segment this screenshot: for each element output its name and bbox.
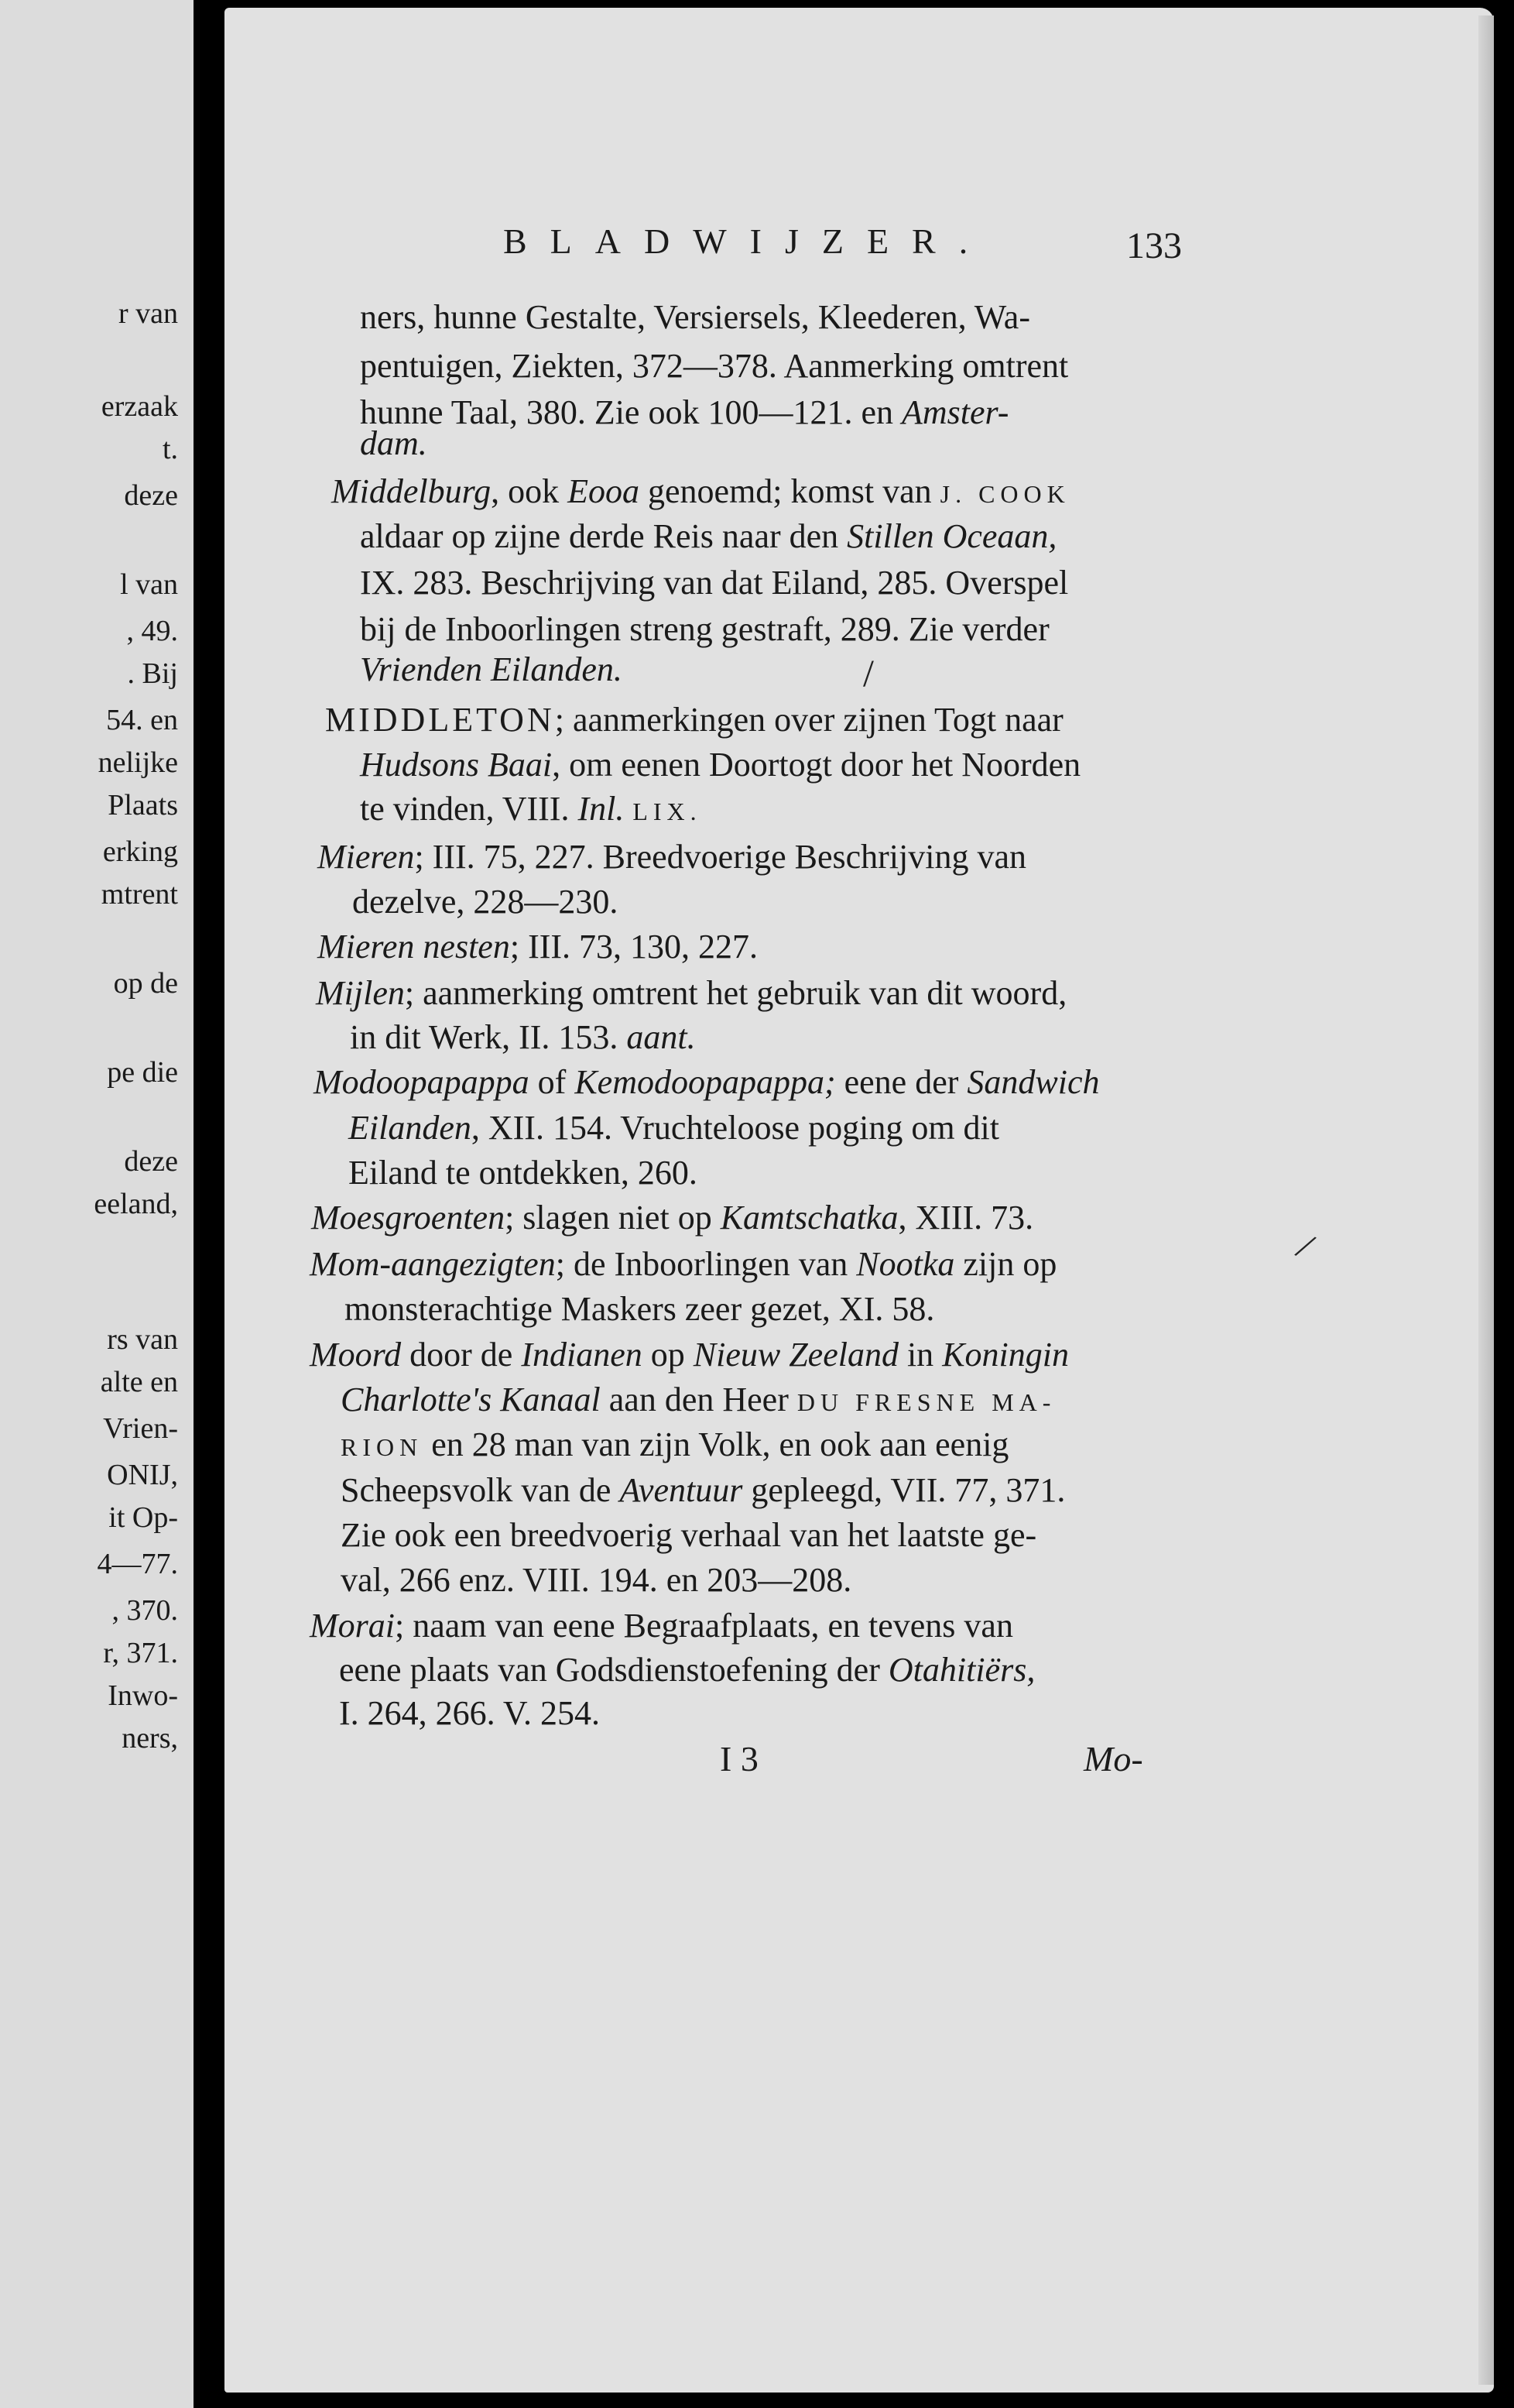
pencil-mark: / [863,651,874,695]
left-page-fragment: mtrent [101,878,178,911]
left-page-fragment: eeland, [94,1188,178,1220]
text-line: eene plaats van Godsdienstoefening der Otahitiërs, [339,1651,1036,1689]
left-page-fragment: 4—77. [97,1548,178,1580]
text-line: RION en 28 man van zijn Volk, en ook aan eenig [341,1425,1009,1463]
left-page-fragment: pe die [107,1056,178,1089]
text-line: monsterachtige Maskers zeer gezet, XI. 58. [344,1290,935,1328]
index-entry-morai: Morai; naam van eene Begraafplaats, en tevens van [310,1607,1013,1645]
text-line: in dit Werk, II. 153. aant. [350,1018,696,1056]
index-entry-moord: Moord door de Indianen op Nieuw Zeeland in Koningin [310,1336,1069,1374]
left-page-fragment: erking [102,835,178,868]
left-page-fragment: r van [118,297,178,330]
text-line: Scheepsvolk van de Aventuur gepleegd, VII. 77, 371. [341,1471,1066,1509]
left-page-fragment: it Op- [108,1501,178,1534]
text-line: ners, hunne Gestalte, Versiersels, Kleederen, Wa- [360,298,1030,336]
left-page-fragment: , 49. [126,615,178,647]
index-entry-mieren-nesten: Mieren nesten; III. 73, 130, 227. [317,928,759,966]
left-page-fragment: , 370. [111,1594,178,1627]
left-page-fragment: l van [120,568,178,601]
text-line: dam. [360,424,427,462]
text-line: hunne Taal, 380. Zie ook 100—121. en Amster- [360,393,1009,431]
left-page [0,0,194,2408]
left-page-fragment: Vrien- [103,1412,178,1445]
left-page-fragment: ners, [122,1722,178,1755]
text-line: IX. 283. Beschrijving van dat Eiland, 285. Overspel [360,564,1069,602]
signature-mark: I 3 [720,1739,759,1779]
text-line: pentuigen, Ziekten, 372—378. Aanmerking omtrent [360,347,1069,385]
text-line: Zie ook een breedvoerig verhaal van het laatste ge- [341,1516,1037,1554]
left-page-fragment: r, 371. [103,1637,178,1669]
left-page-fragment: op de [113,967,178,1000]
text-line: bij de Inboorlingen streng gestraft, 289. Zie verder [360,610,1050,648]
catchword: Mo- [1084,1739,1143,1779]
left-page-fragment: . Bij [127,657,178,690]
left-page-fragment: Inwo- [108,1679,178,1712]
book-gutter [194,0,224,2408]
left-page-fragment: Plaats [108,789,178,822]
text-line: Hudsons Baai, om eenen Doortogt door het Noorden [360,746,1081,784]
left-page-fragment: deze [124,1145,178,1178]
left-page-fragment: t. [162,433,178,465]
left-page-fragment: 54. en [106,704,178,736]
running-head: BLADWIJZER. [503,221,992,261]
text-line: aldaar op zijne derde Reis naar den Stillen Oceaan, [360,517,1057,555]
index-entry-mieren: Mieren; III. 75, 227. Breedvoerige Beschrijving van [317,838,1026,876]
text-line: Eilanden, XII. 154. Vruchteloose poging om dit [348,1109,999,1147]
text-line: te vinden, VIII. Inl. LIX. [360,790,702,828]
index-entry-modoopapappa: Modoopapappa of Kemodoopapappa; eene der Sandwich [313,1063,1100,1101]
index-entry-mijlen: Mijlen; aanmerking omtrent het gebruik van dit woord, [316,974,1067,1012]
index-entry-mom-aangezigten: Mom-aangezigten; de Inboorlingen van Nootka zijn op [310,1245,1057,1283]
page-number: 133 [1126,225,1182,266]
text-line: Vrienden Eilanden. [360,650,622,688]
text-line: Eiland te ontdekken, 260. [348,1154,697,1192]
left-page-fragment: alte en [100,1366,178,1398]
index-entry-middleton: MIDDLETON; aanmerkingen over zijnen Togt naar [325,701,1064,739]
left-page-fragment: nelijke [98,746,178,779]
left-page-fragment: deze [124,479,178,512]
index-entry-middelburg: Middelburg, ook Eooa genoemd; komst van J. COOK [331,472,1070,510]
left-page-fragment: rs van [107,1323,178,1356]
pencil-mark: / [1290,1224,1321,1267]
text-line: val, 266 enz. VIII. 194. en 203—208. [341,1561,852,1599]
index-entry-moesgroenten: Moesgroenten; slagen niet op Kamtschatka, XIII. 73. [311,1199,1034,1237]
text-line: I. 264, 266. V. 254. [339,1694,600,1732]
left-page-fragment: erzaak [101,390,178,423]
text-line: dezelve, 228—230. [352,883,618,921]
text-line: Charlotte's Kanaal aan den Heer DU FRESNE MA- [341,1381,1057,1418]
left-page-fragment: ONIJ, [107,1459,178,1491]
page-edge [1478,15,1494,2385]
